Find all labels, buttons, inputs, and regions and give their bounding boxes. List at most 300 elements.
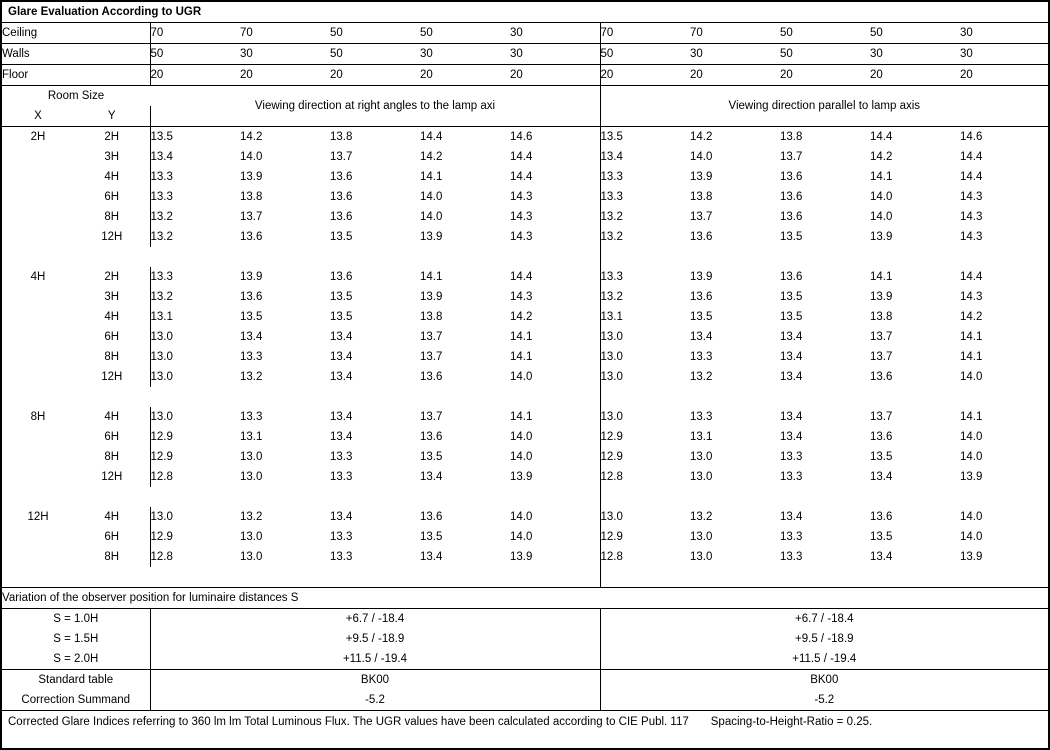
- ugr-value: 14.3: [960, 211, 983, 223]
- room-y-value: 12H: [74, 227, 150, 247]
- reflectance-value: 30: [510, 23, 600, 44]
- ugr-value: 13.2: [690, 371, 713, 383]
- reflectance-value: 70: [150, 23, 240, 44]
- variation-value-parallel: +6.7 / -18.4: [795, 613, 854, 625]
- ugr-value: 14.2: [510, 307, 600, 327]
- room-y-value: 12H: [74, 367, 150, 387]
- ugr-value: 14.0: [960, 451, 983, 463]
- table-row: [2, 407, 1048, 427]
- ugr-value: 13.3: [330, 531, 353, 543]
- ugr-value: 12.9: [600, 531, 623, 543]
- table-row: [2, 227, 1048, 247]
- ugr-value: 13.5: [420, 531, 443, 543]
- variation-value-perpendicular: +9.5 / -18.9: [150, 629, 600, 649]
- room-x-value: [2, 167, 74, 187]
- room-x-value: [2, 147, 74, 167]
- variation-value-perpendicular: +11.5 / -19.4: [150, 649, 600, 670]
- ugr-value: 13.7: [870, 351, 893, 363]
- room-y-value: 4H: [74, 307, 150, 327]
- ugr-value: 14.0: [510, 367, 600, 387]
- ugr-value: 13.0: [600, 511, 623, 523]
- ugr-value: 13.7: [420, 331, 443, 343]
- variation-label: S = 1.0H: [2, 609, 150, 630]
- ugr-value: 14.4: [420, 131, 443, 143]
- ugr-value: 13.9: [870, 231, 893, 243]
- ugr-value: 13.0: [690, 451, 713, 463]
- room-y-value: 3H: [74, 287, 150, 307]
- ugr-value: 14.3: [510, 227, 600, 247]
- ugr-value: 13.3: [690, 351, 713, 363]
- ugr-value: 13.6: [330, 271, 353, 283]
- table-row: [2, 527, 1048, 547]
- ugr-value: 14.0: [510, 427, 600, 447]
- room-y-value: 8H: [74, 547, 150, 567]
- reflectance-value: 50: [330, 44, 420, 65]
- ugr-value: 13.6: [780, 271, 803, 283]
- ugr-value: 13.2: [240, 371, 263, 383]
- room-y-value: 8H: [74, 347, 150, 367]
- reflectance-value: 20: [600, 65, 690, 86]
- ugr-value: 13.2: [150, 231, 173, 243]
- ugr-value: 13.1: [690, 431, 713, 443]
- reflectance-value: 50: [420, 23, 510, 44]
- ugr-value: 13.8: [240, 191, 263, 203]
- room-x-value: [2, 207, 74, 227]
- reflectance-value: 20: [150, 65, 240, 86]
- ugr-value: 13.0: [240, 451, 263, 463]
- table-row: [2, 287, 1048, 307]
- table-row: [2, 547, 1048, 567]
- ugr-value: 14.2: [870, 151, 893, 163]
- variation-header-row: [2, 588, 1048, 609]
- ugr-value: 14.3: [960, 291, 983, 303]
- ugr-value: 13.7: [240, 211, 263, 223]
- ugr-value: 13.6: [780, 171, 803, 183]
- reflectance-value: 20: [330, 65, 420, 86]
- ugr-value: 14.0: [510, 447, 600, 467]
- variation-row: [2, 649, 1048, 670]
- ugr-value: 13.6: [780, 211, 803, 223]
- reflectance-value: 30: [690, 44, 780, 65]
- reflectance-value: 50: [150, 44, 240, 65]
- ugr-value: 13.3: [780, 531, 803, 543]
- room-y-value: 6H: [74, 427, 150, 447]
- ugr-value: 13.9: [960, 551, 983, 563]
- room-x-value: [2, 367, 74, 387]
- room-y-value: 8H: [74, 207, 150, 227]
- ugr-value: 13.3: [780, 471, 803, 483]
- variation-header: Variation of the observer position for luminaire distances S: [2, 588, 1048, 609]
- ugr-value: 13.4: [420, 471, 443, 483]
- group-spacer: [2, 247, 1048, 267]
- correction-value-parallel: -5.2: [814, 694, 835, 706]
- group-spacer: [2, 487, 1048, 507]
- reflectance-value: 70: [690, 23, 780, 44]
- ugr-value: 13.4: [330, 511, 353, 523]
- ugr-value: 13.5: [780, 291, 803, 303]
- ugr-value: 13.9: [690, 271, 713, 283]
- table-row: [2, 507, 1048, 527]
- table-row: [2, 267, 1048, 287]
- ugr-value: 13.7: [420, 411, 443, 423]
- ugr-value: 13.3: [330, 471, 353, 483]
- ugr-value: 13.4: [690, 331, 713, 343]
- ugr-value: 14.2: [960, 311, 983, 323]
- table-row: [2, 447, 1048, 467]
- ugr-value: 13.2: [690, 511, 713, 523]
- ugr-value: 13.4: [420, 551, 443, 563]
- room-x-value: 12H: [27, 511, 49, 523]
- ugr-value: 14.0: [420, 211, 443, 223]
- ugr-value: 13.3: [600, 171, 623, 183]
- ugr-value: 13.2: [600, 231, 623, 243]
- ugr-value: 13.0: [150, 511, 173, 523]
- ugr-value: 13.5: [420, 451, 443, 463]
- ugr-value: 13.4: [780, 351, 803, 363]
- ugr-value: 13.6: [330, 211, 353, 223]
- ugr-value: 13.2: [600, 291, 623, 303]
- reflectance-value: 20: [870, 65, 960, 86]
- ugr-value: 13.3: [780, 451, 803, 463]
- ugr-value: 14.1: [960, 411, 983, 423]
- ugr-value: 13.7: [870, 411, 893, 423]
- ugr-value: 14.0: [510, 527, 600, 547]
- ugr-value: 13.6: [420, 371, 443, 383]
- variation-label: S = 2.0H: [2, 649, 150, 670]
- ugr-value: 14.1: [420, 271, 443, 283]
- ugr-value: 14.0: [870, 211, 893, 223]
- ugr-value: 14.4: [510, 267, 600, 287]
- variation-label: S = 1.5H: [2, 629, 150, 649]
- direction-header-perpendicular: Viewing direction at right angles to the lamp axi: [150, 86, 600, 127]
- ugr-value: 14.0: [510, 507, 600, 527]
- ugr-value: 13.4: [780, 511, 803, 523]
- table-row: [2, 127, 1048, 148]
- reflectance-value: 30: [960, 23, 1048, 44]
- room-y-value: 6H: [74, 327, 150, 347]
- table-row: [2, 147, 1048, 167]
- variation-row: [2, 609, 1048, 630]
- ugr-value: 14.3: [510, 207, 600, 227]
- room-x-value: [2, 547, 74, 567]
- ugr-value: 13.6: [240, 291, 263, 303]
- ugr-value: 13.9: [690, 171, 713, 183]
- ugr-value: 13.5: [870, 531, 893, 543]
- table-row: [2, 467, 1048, 487]
- ugr-value: 14.1: [510, 347, 600, 367]
- reflectance-value: 50: [870, 23, 960, 44]
- room-x-value: [2, 187, 74, 207]
- ugr-value: 13.4: [600, 151, 623, 163]
- ugr-value: 13.5: [150, 131, 173, 143]
- ugr-value: 13.0: [150, 331, 173, 343]
- ugr-value: 13.0: [240, 551, 263, 563]
- table-row: [2, 207, 1048, 227]
- reflectance-value: 20: [780, 65, 870, 86]
- ugr-value: 14.1: [510, 407, 600, 427]
- ugr-value: 13.6: [330, 191, 353, 203]
- ugr-value: 14.0: [960, 371, 983, 383]
- ugr-value: 14.4: [960, 271, 983, 283]
- ugr-value: 13.0: [240, 531, 263, 543]
- ugr-value: 14.3: [510, 187, 600, 207]
- standard-table-label: Standard table: [2, 670, 150, 691]
- reflectance-value: 70: [600, 23, 690, 44]
- reflectance-value: 20: [690, 65, 780, 86]
- reflectance-value: 20: [960, 65, 1048, 86]
- ugr-value: 13.0: [150, 371, 173, 383]
- reflectance-value: 20: [420, 65, 510, 86]
- room-y-value: 8H: [74, 447, 150, 467]
- reflectance-row: [2, 44, 1048, 65]
- ugr-value: 12.8: [600, 471, 623, 483]
- footer-note: [2, 710, 1048, 733]
- ugr-value: 13.9: [960, 471, 983, 483]
- ugr-value: 14.3: [510, 287, 600, 307]
- ugr-value: 13.2: [150, 211, 173, 223]
- room-y-value: 4H: [74, 407, 150, 427]
- ugr-value: 13.3: [690, 411, 713, 423]
- ugr-value: 14.0: [240, 151, 263, 163]
- room-x-value: [2, 227, 74, 247]
- room-y-value: 4H: [74, 167, 150, 187]
- ugr-value: 13.1: [150, 311, 173, 323]
- ugr-value: 14.1: [870, 271, 893, 283]
- ugr-value: 13.8: [420, 311, 443, 323]
- ugr-value: 14.6: [960, 131, 983, 143]
- ugr-value: 13.0: [600, 351, 623, 363]
- ugr-value: 13.5: [240, 311, 263, 323]
- ugr-value: 14.2: [240, 131, 263, 143]
- standard-table-value-parallel: BK00: [600, 670, 1048, 691]
- ugr-value: 13.3: [600, 191, 623, 203]
- title-row: [2, 2, 1048, 23]
- ugr-value: 14.4: [510, 167, 600, 187]
- room-y-value: 2H: [74, 127, 150, 148]
- ugr-value: 13.0: [690, 471, 713, 483]
- ugr-value: 13.4: [780, 371, 803, 383]
- ugr-value: 13.0: [690, 531, 713, 543]
- ugr-value: 13.3: [780, 551, 803, 563]
- ugr-value: 13.3: [330, 551, 353, 563]
- ugr-table-body: [2, 2, 1048, 710]
- reflectance-label: Floor: [2, 65, 150, 86]
- y-header: Y: [74, 106, 150, 127]
- ugr-value: 13.4: [240, 331, 263, 343]
- ugr-value: 13.6: [420, 511, 443, 523]
- ugr-value: 13.0: [600, 331, 623, 343]
- ugr-value: 13.5: [870, 451, 893, 463]
- reflectance-row: [2, 23, 1048, 44]
- ugr-value: 13.3: [240, 411, 263, 423]
- ugr-value: 14.0: [960, 511, 983, 523]
- reflectance-value: 50: [330, 23, 420, 44]
- ugr-value: 13.6: [420, 431, 443, 443]
- room-y-value: 6H: [74, 187, 150, 207]
- ugr-value: 12.9: [600, 431, 623, 443]
- ugr-value: 14.4: [510, 147, 600, 167]
- ugr-value: 13.6: [690, 291, 713, 303]
- room-x-value: [2, 427, 74, 447]
- ugr-value: 13.0: [600, 411, 623, 423]
- table-row: [2, 167, 1048, 187]
- reflectance-value: 30: [240, 44, 330, 65]
- ugr-value: 13.8: [780, 131, 803, 143]
- variation-value-parallel: +11.5 / -19.4: [792, 653, 857, 665]
- correction-summand-label: Correction Summand: [2, 690, 150, 710]
- document-title: Glare Evaluation According to UGR: [2, 2, 1048, 23]
- ugr-value: 13.6: [780, 191, 803, 203]
- ugr-value: 12.9: [150, 451, 173, 463]
- room-x-value: [2, 467, 74, 487]
- ugr-value: 13.8: [690, 191, 713, 203]
- ugr-value: 12.9: [150, 531, 173, 543]
- room-y-value: 6H: [74, 527, 150, 547]
- standard-table-row: [2, 670, 1048, 691]
- ugr-value: 13.3: [330, 451, 353, 463]
- ugr-value: 13.2: [240, 511, 263, 523]
- ugr-value: 14.2: [420, 151, 443, 163]
- reflectance-value: 50: [780, 23, 870, 44]
- direction-header-parallel: Viewing direction parallel to lamp axis: [600, 86, 1048, 127]
- variation-row: [2, 629, 1048, 649]
- ugr-value: 14.0: [960, 431, 983, 443]
- ugr-value: 13.6: [690, 231, 713, 243]
- ugr-value: 13.7: [690, 211, 713, 223]
- ugr-value: 13.4: [330, 331, 353, 343]
- ugr-value: 14.1: [510, 327, 600, 347]
- ugr-value: 13.6: [330, 171, 353, 183]
- room-y-value: 3H: [74, 147, 150, 167]
- correction-value-perpendicular: -5.2: [150, 690, 600, 710]
- ugr-value: 14.4: [960, 171, 983, 183]
- standard-table-value-perpendicular: BK00: [150, 670, 600, 691]
- room-x-value: [2, 307, 74, 327]
- ugr-value: 13.0: [150, 411, 173, 423]
- ugr-value: 12.9: [600, 451, 623, 463]
- group-spacer: [2, 387, 1048, 407]
- reflectance-label: Ceiling: [2, 23, 150, 44]
- ugr-value: 13.6: [870, 431, 893, 443]
- ugr-value: 13.2: [600, 211, 623, 223]
- ugr-value: 13.4: [780, 431, 803, 443]
- ugr-value: 14.0: [420, 191, 443, 203]
- ugr-value: 14.4: [870, 131, 893, 143]
- ugr-table: [2, 2, 1048, 710]
- room-size-header: Room Size: [47, 90, 105, 102]
- ugr-value: 13.4: [780, 411, 803, 423]
- ugr-value: 13.5: [330, 231, 353, 243]
- ugr-value: 14.1: [960, 351, 983, 363]
- table-row: [2, 327, 1048, 347]
- ugr-value: 13.3: [150, 191, 173, 203]
- room-x-value: [2, 447, 74, 467]
- room-x-value: [2, 347, 74, 367]
- room-y-value: 2H: [74, 267, 150, 287]
- ugr-value: 13.1: [240, 431, 263, 443]
- ugr-value: 13.5: [690, 311, 713, 323]
- ugr-value: 13.0: [240, 471, 263, 483]
- table-row: [2, 347, 1048, 367]
- ugr-value: 14.6: [510, 127, 600, 148]
- ugr-value: 14.2: [690, 131, 713, 143]
- room-x-value: [2, 527, 74, 547]
- ugr-value: 13.9: [420, 231, 443, 243]
- ugr-value: 13.5: [330, 311, 353, 323]
- ugr-value: 14.0: [960, 531, 983, 543]
- ugr-value: 13.7: [420, 351, 443, 363]
- ugr-value: 13.7: [780, 151, 803, 163]
- ugr-value: 13.8: [870, 311, 893, 323]
- room-x-value: 4H: [30, 271, 46, 283]
- ugr-value: 13.7: [870, 331, 893, 343]
- ugr-value: 13.3: [150, 171, 173, 183]
- ugr-value: 13.9: [240, 171, 263, 183]
- reflectance-value: 50: [780, 44, 870, 65]
- ugr-value: 13.9: [510, 467, 600, 487]
- table-row: [2, 427, 1048, 447]
- table-row: [2, 367, 1048, 387]
- ugr-value: 14.1: [420, 171, 443, 183]
- ugr-value: 13.8: [330, 131, 353, 143]
- ugr-value: 13.7: [330, 151, 353, 163]
- ugr-value: 12.8: [150, 551, 173, 563]
- ugr-value: 12.8: [600, 551, 623, 563]
- ugr-value: 13.3: [240, 351, 263, 363]
- ugr-value: 13.5: [780, 231, 803, 243]
- variation-value-perpendicular: +6.7 / -18.4: [150, 609, 600, 630]
- ugr-value: 12.8: [150, 471, 173, 483]
- reflectance-value: 30: [960, 44, 1048, 65]
- ugr-value: 13.4: [330, 351, 353, 363]
- ugr-value: 13.4: [330, 411, 353, 423]
- reflectance-value: 70: [240, 23, 330, 44]
- table-row: [2, 187, 1048, 207]
- ugr-value: 13.6: [870, 371, 893, 383]
- ugr-value: 13.4: [780, 331, 803, 343]
- ugr-value: 13.9: [420, 291, 443, 303]
- x-header: X: [2, 106, 74, 127]
- reflectance-value: 30: [870, 44, 960, 65]
- ugr-value: 14.1: [960, 331, 983, 343]
- room-y-value: 4H: [74, 507, 150, 527]
- ugr-value: 14.4: [960, 151, 983, 163]
- reflectance-value: 20: [510, 65, 600, 86]
- reflectance-value: 30: [420, 44, 510, 65]
- reflectance-row: [2, 65, 1048, 86]
- ugr-value: 13.4: [330, 431, 353, 443]
- room-y-value: 12H: [74, 467, 150, 487]
- pre-variation-spacer: [2, 567, 1048, 588]
- ugr-value: 14.0: [690, 151, 713, 163]
- ugr-value: 13.1: [600, 311, 623, 323]
- ugr-value: 13.5: [780, 311, 803, 323]
- room-x-value: [2, 327, 74, 347]
- ugr-value: 14.3: [960, 191, 983, 203]
- ugr-value: 13.3: [150, 271, 173, 283]
- ugr-value: 12.9: [150, 431, 173, 443]
- ugr-value: 13.4: [870, 471, 893, 483]
- ugr-value: 13.5: [330, 291, 353, 303]
- ugr-value: 14.1: [870, 171, 893, 183]
- ugr-value: 13.0: [600, 371, 623, 383]
- reflectance-value: 20: [240, 65, 330, 86]
- ugr-value: 13.9: [510, 547, 600, 567]
- ugr-value: 13.9: [240, 271, 263, 283]
- ugr-value: 13.0: [690, 551, 713, 563]
- ugr-value: 13.3: [600, 271, 623, 283]
- table-row: [2, 307, 1048, 327]
